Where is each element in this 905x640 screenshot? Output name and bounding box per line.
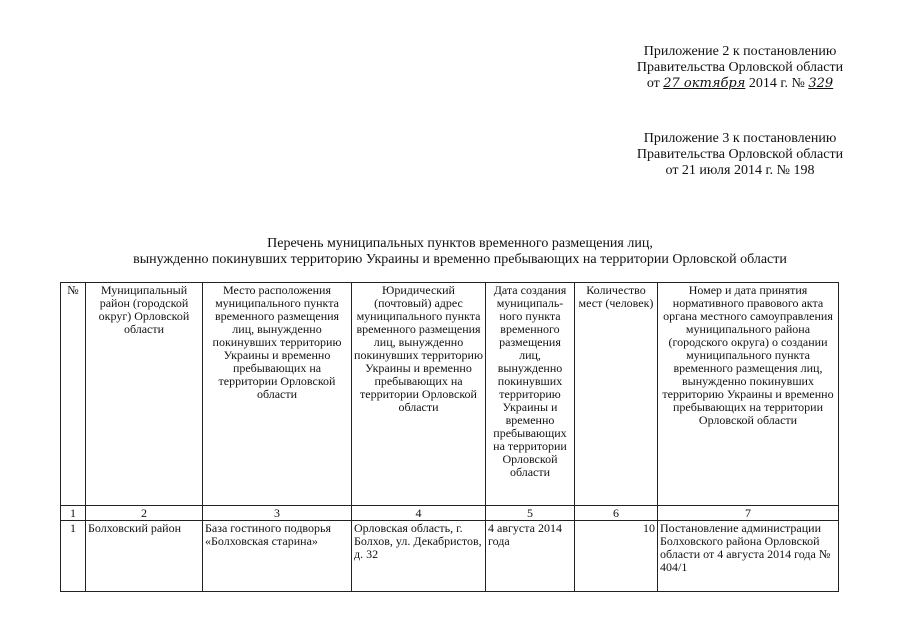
column-number: 6 — [575, 506, 658, 521]
row-location: База гостиного подворья «Болховская старина» — [203, 521, 352, 592]
row-date: 4 августа 2014 года — [486, 521, 575, 592]
row-places: 10 — [575, 521, 658, 592]
shelters-table — [60, 282, 839, 592]
title-line2: вынужденно покинувших территорию Украины и временно пребывающих на территории Орловской области — [133, 252, 787, 267]
appendix-3-header — [615, 131, 865, 179]
appendix-2-header — [615, 44, 865, 92]
header-date: Дата создания муниципаль-ного пункта временного размещения лиц, вынужденно покинувших территорию Украины и временно пребывающих на территории Орловской области — [486, 283, 575, 506]
header-number: № — [61, 283, 86, 506]
appendix-2-year: 2014 г. № — [748, 76, 805, 91]
column-number: 2 — [86, 506, 203, 521]
appendix-2-line1: Приложение 2 к постановлению — [643, 44, 837, 59]
header-district: Муниципальный район (городской округ) Орловской области — [86, 283, 203, 506]
document-title — [60, 236, 860, 268]
column-number: 7 — [658, 506, 839, 521]
appendix-2-line3 — [615, 76, 865, 92]
appendix-3-line3: от 21 июля 2014 г. № 198 — [665, 163, 815, 178]
title-line1: Перечень муниципальных пунктов временного размещения лиц, — [267, 236, 653, 251]
header-address: Юридический (почтовый) адрес муниципального пункта временного размещения лиц, вынужденно покинувших территорию Украины и временно пребывающих на территории Орловской области — [352, 283, 486, 506]
handwritten-date: 27 октября — [663, 76, 746, 91]
handwritten-number: 329 — [808, 76, 834, 91]
table-header-row — [61, 283, 839, 506]
column-number-row — [61, 506, 839, 521]
appendix-2-line2: Правительства Орловской области — [636, 60, 844, 75]
appendix-2-prefix: от — [646, 76, 660, 91]
table-row — [61, 521, 839, 592]
appendix-3-line2: Правительства Орловской области — [636, 147, 844, 162]
row-number: 1 — [61, 521, 86, 592]
column-number: 3 — [203, 506, 352, 521]
row-district: Болховский район — [86, 521, 203, 592]
header-places: Количество мест (человек) — [575, 283, 658, 506]
header-act: Номер и дата принятия нормативного правового акта органа местного самоуправления муниципального района (городского округа) о создании муниципального пункта временного размещения лиц, вынужденно покинувших территорию Украины и временно пребывающих на территории Орловской области — [658, 283, 839, 506]
appendix-3-line1: Приложение 3 к постановлению — [643, 131, 837, 146]
header-location: Место расположения муниципального пункта временного размещения лиц, вынужденно покинувших территорию Украины и временно пребывающих на территории Орловской области — [203, 283, 352, 506]
row-address: Орловская область, г. Болхов, ул. Декабристов, д. 32 — [352, 521, 486, 592]
column-number: 4 — [352, 506, 486, 521]
column-number: 5 — [486, 506, 575, 521]
column-number: 1 — [61, 506, 86, 521]
row-act: Постановление администрации Болховского района Орловской области от 4 августа 2014 года № 404/1 — [658, 521, 839, 592]
